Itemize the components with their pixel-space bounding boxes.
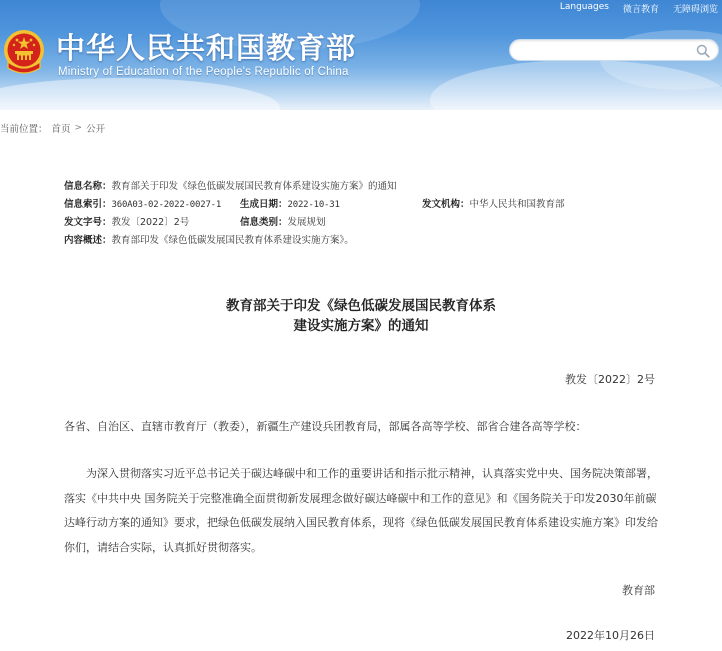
- header-glow: [0, 78, 280, 110]
- top-links: [560, 2, 718, 15]
- info-index-row: [64, 198, 221, 212]
- info-date-row: [240, 198, 340, 212]
- article-doc-number: 教发〔2022〕2号: [565, 373, 655, 386]
- accessibility-link[interactable]: 无障碍浏览: [672, 5, 718, 15]
- info-category-value: 发展规划: [287, 217, 326, 228]
- info-issuer-label: 发文机构：: [422, 199, 470, 210]
- site-title-en: Ministry of Education of the People's Republic of China: [58, 66, 349, 78]
- national-emblem-icon[interactable]: [2, 28, 46, 76]
- breadcrumb-home[interactable]: 首页: [51, 124, 71, 135]
- wechat-link[interactable]: 微言教育: [622, 5, 659, 15]
- info-index-value: 360A03-02-2022-0027-1: [111, 200, 222, 210]
- info-index-label: 信息索引：: [64, 199, 112, 210]
- info-issuer-row: [422, 198, 565, 212]
- info-summary-label: 内容概述：: [64, 235, 112, 246]
- article-salutation: 各省、自治区、直辖市教育厅（教委），新疆生产建设兵团教育局，部属各高等学校、部省合建各高等学校：: [64, 420, 587, 433]
- info-date-value: 2022-10-31: [287, 200, 340, 210]
- article-title-line2: 建设实施方案》的通知: [293, 318, 429, 334]
- info-issuer-value: 中华人民共和国教育部: [469, 199, 565, 210]
- article-title-line1: 教育部关于印发《绿色低碳发展国民教育体系: [226, 298, 496, 314]
- search-icon[interactable]: [696, 44, 710, 58]
- breadcrumb-separator: >: [74, 123, 83, 133]
- info-category-row: [240, 216, 326, 230]
- breadcrumb-public[interactable]: 公开: [86, 124, 106, 135]
- info-name-value: 教育部关于印发《绿色低碳发展国民教育体系建设实施方案》的通知: [111, 181, 397, 192]
- info-summary-value: 教育部印发《绿色低碳发展国民教育体系建设实施方案》。: [111, 235, 354, 246]
- info-docno-value: 教发〔2022〕2号: [111, 217, 190, 228]
- breadcrumb-label: 当前位置：: [0, 124, 48, 135]
- info-category-label: 信息类别：: [240, 217, 288, 228]
- article-date: 2022年10月26日: [566, 629, 655, 642]
- languages-link[interactable]: Languages: [559, 2, 609, 12]
- info-name-row: [64, 180, 397, 194]
- info-date-label: 生成日期：: [240, 199, 288, 210]
- site-title-cn[interactable]: 中华人民共和国教育部: [56, 31, 357, 65]
- info-docno-row: [64, 216, 189, 230]
- article-signature: 教育部: [622, 584, 655, 597]
- info-docno-label: 发文字号：: [64, 217, 112, 228]
- info-name-label: 信息名称：: [64, 181, 112, 192]
- breadcrumb: [0, 121, 105, 135]
- info-summary-row: [64, 234, 354, 248]
- search-input[interactable]: [509, 39, 719, 61]
- article-paragraph: 为深入贯彻落实习近平总书记关于碳达峰碳中和工作的重要讲话和指示批示精神，认真落实党中央、国务院决策部署，落实《中共中央 国务院关于完整准确全面贯彻新发展理念做好碳达峰碳中和工作的意见》和《国务院关于印发2030年前碳达峰行动方案的通知》要求，把绿色低碳发展纳入国民教育体系，现将《绿色低碳发展国民教育体系建设实施方案》印发给你们，请结合实际，认真抓好贯彻落实。: [64, 467, 658, 554]
- site-header: [0, 0, 722, 110]
